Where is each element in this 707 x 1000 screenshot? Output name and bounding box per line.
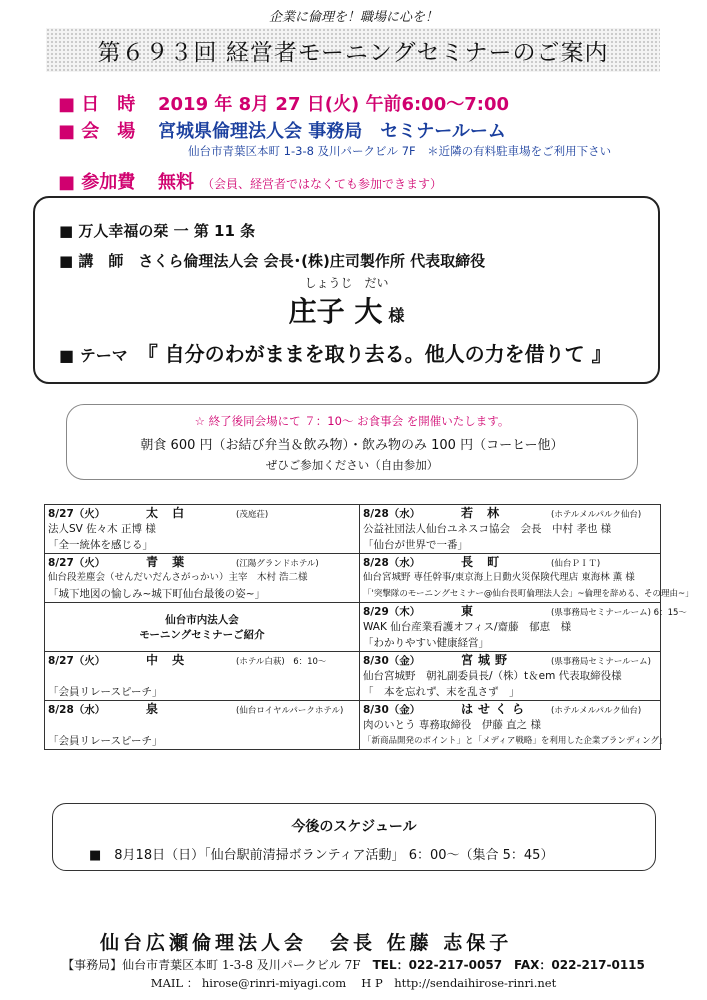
cell-speaker <box>45 717 359 733</box>
cell-date: 8/28（水） <box>363 557 421 569</box>
chair-name: 佐藤 志保子 <box>386 932 513 954</box>
cell-speaker: WAK 仙台産業看護オフィス/齋藤 郁恵 様 <box>363 621 572 633</box>
tel-fax: TEL：022-217-0057 FAX：022-217-0115 <box>372 958 645 972</box>
venue-value: 宮城県倫理法人会 事務局 セミナールーム <box>158 121 506 142</box>
footer-contact <box>0 956 707 973</box>
chair-label: 会長 <box>330 932 377 954</box>
speaker-name-line <box>35 290 658 330</box>
theme-label: ■ テーマ <box>59 346 128 365</box>
lecturer-label: ■ 講 師 <box>59 252 124 270</box>
cell-topic: 「城下地図の愉しみ~城下町仙台最後の姿~」 <box>48 588 266 600</box>
page-title: 第６９３回 経営者モーニングセミナーのご案内 <box>46 28 660 72</box>
cell-topic: 「全一統体を感じる」 <box>48 539 153 551</box>
speaker-name: 庄子 大 <box>288 295 383 328</box>
meal-line-2: 朝食 600 円（お結び弁当＆飲み物）・飲み物のみ 100 円（コーヒー他） <box>140 438 564 453</box>
cell-hotel: (茂庭荘) <box>236 510 269 520</box>
section-title-cell <box>45 603 360 652</box>
cell-topic: 「'突撃隊のモーニングセミナー@仙台長町倫理法人会」~倫理を辞める、その理由~」 <box>363 589 694 599</box>
seminar-cell <box>45 505 360 554</box>
cell-hotel: (ホテルメルパルク仙台) <box>551 510 642 520</box>
seminar-schedule-table <box>44 504 694 750</box>
upcoming-schedule-box <box>52 803 656 871</box>
cell-hotel: (ホテル白萩) 6：10～ <box>236 657 327 667</box>
cell-date: 8/27（火） <box>48 508 106 520</box>
cell-speaker: 公益社団法人仙台ユネスコ協会 会長 中村 孝也 様 <box>363 523 612 535</box>
cell-topic: 「会員リレースピーチ」 <box>48 686 163 698</box>
meal-line-3: ぜひご参加ください（自由参加） <box>265 458 439 472</box>
cell-topic: 「 本を忘れず、末を乱さず 」 <box>363 686 520 698</box>
cell-place: はせくら <box>461 702 530 716</box>
seminar-cell <box>360 554 694 603</box>
fee-note: （会員、経営者ではなくても参加できます） <box>202 177 443 191</box>
cell-date: 8/28（水） <box>363 508 421 520</box>
cell-hotel: (仙台ＰＩＴ) <box>551 559 601 569</box>
seminar-cell <box>45 701 360 750</box>
seminar-cell <box>45 652 360 701</box>
article-line: ■ 万人幸福の栞 一 第 11 条 <box>59 222 256 240</box>
cell-place: 若 林 <box>461 506 505 520</box>
fee-value: 無料 <box>158 172 194 193</box>
cell-date: 8/27（火） <box>48 655 106 667</box>
cell-place: 青 葉 <box>146 555 190 569</box>
venue-label: ■ 会 場 <box>58 121 136 142</box>
cell-topic: 「仙台が世界で一番」 <box>363 539 468 551</box>
cell-hotel: (県事務局セミナールーム) <box>551 657 651 667</box>
speaker-honorific: 様 <box>388 306 405 325</box>
cell-date: 8/27（火） <box>48 557 106 569</box>
section-title-2: モーニングセミナーご紹介 <box>139 629 265 641</box>
lecturer-line <box>59 250 485 271</box>
seminar-cell <box>360 652 661 701</box>
cell-speaker: 仙台宮城野 専任幹事/東京海上日動火災保険代理店 東海林 薫 様 <box>363 572 635 583</box>
datetime-value: 2019 年 8月 27 日(火) 午前6:00～7:00 <box>158 94 509 115</box>
cell-place: 太 白 <box>146 506 190 520</box>
table-row <box>45 652 661 701</box>
cell-date: 8/28（水） <box>48 704 106 716</box>
section-title-1: 仙台市内法人会 <box>165 614 239 626</box>
seminar-cell <box>45 554 360 603</box>
cell-place: 長 町 <box>461 555 505 569</box>
office-address: 【事務局】仙台市青葉区本町 1-3-8 及川パークビル 7F <box>62 958 361 972</box>
seminar-cell <box>360 603 687 652</box>
cell-hotel: (江陽グランドホテル) <box>236 559 319 569</box>
seminar-cell <box>360 701 668 750</box>
cell-date: 8/30（金） <box>363 655 421 667</box>
cell-speaker: 法人SV 佐々木 正博 様 <box>48 523 156 535</box>
lecturer-affiliation: さくら倫理法人会 会長･(株)庄司製作所 代表取締役 <box>138 252 486 270</box>
table-row <box>45 554 661 603</box>
lecture-box <box>33 196 660 384</box>
upcoming-item: ■ 8月18日（日）「仙台駅前清掃ボランティア活動」 6：00～（集合 5：45） <box>89 848 554 863</box>
cell-place: 東 <box>461 604 479 618</box>
fee-row <box>58 168 442 194</box>
table-row <box>45 505 661 554</box>
cell-speaker: 肉のいとう 専務取締役 伊藤 直之 様 <box>363 719 542 731</box>
footer-web: MAIL ： hirose@rinri-miyagi.com H P http://sendaihirose-rinri.net <box>150 976 557 990</box>
speaker-ruby: しょうじ だい <box>304 276 389 290</box>
table-row <box>45 603 661 652</box>
cell-topic: 「会員リレースピーチ」 <box>48 735 163 747</box>
cell-hotel: (県事務局セミナールーム) 6：15～ <box>551 608 687 618</box>
cell-place: 泉 <box>146 702 164 716</box>
cell-speaker <box>45 668 359 684</box>
meal-line-1: ☆ 終了後同会場にて ７：10～ お食事会 を開催いたします。 <box>194 414 510 428</box>
footer-organization <box>100 928 512 955</box>
cell-topic: 「新商品開発のポイント」と「メディア戦略」を利用した企業ブランディング」 <box>363 736 668 746</box>
theme-line <box>59 338 612 367</box>
cell-topic: 「わかりやすい健康経営」 <box>363 637 489 649</box>
cell-speaker: 仙台段差塵会（せんだいだんさがっかい）主宰 木村 浩二様 <box>48 572 308 583</box>
datetime-label: ■ 日 時 <box>58 94 136 115</box>
cell-date: 8/30（金） <box>363 704 421 716</box>
cell-speaker: 仙台宮城野 朝礼副委員長/（株）t＆em 代表取締役様 <box>363 670 622 682</box>
fee-label: ■ 参加費 <box>58 172 136 193</box>
datetime-row <box>58 90 509 116</box>
upcoming-title: 今後のスケジュール <box>291 819 417 835</box>
cell-place: 中 央 <box>146 653 190 667</box>
seminar-cell <box>360 505 661 554</box>
venue-address: 仙台市青葉区本町 1-3-8 及川パークビル 7F ＊近隣の有料駐車場をご利用下さい <box>188 144 612 158</box>
cell-place: 宮城野 <box>461 653 513 667</box>
cell-hotel: (仙台ロイヤルパークホテル) <box>236 706 344 716</box>
cell-hotel: (ホテルメルパルク仙台) <box>551 706 642 716</box>
venue-row <box>58 117 506 143</box>
cell-date: 8/29（木） <box>363 606 421 618</box>
org-name: 仙台広瀬倫理法人会 <box>100 932 308 954</box>
meal-box <box>66 404 638 480</box>
table-row <box>45 701 661 750</box>
theme-text: 『 自分のわがままを取り去る。他人の力を借りて 』 <box>147 342 612 366</box>
slogan: 企業に倫理を！職場に心を！ <box>268 10 438 25</box>
